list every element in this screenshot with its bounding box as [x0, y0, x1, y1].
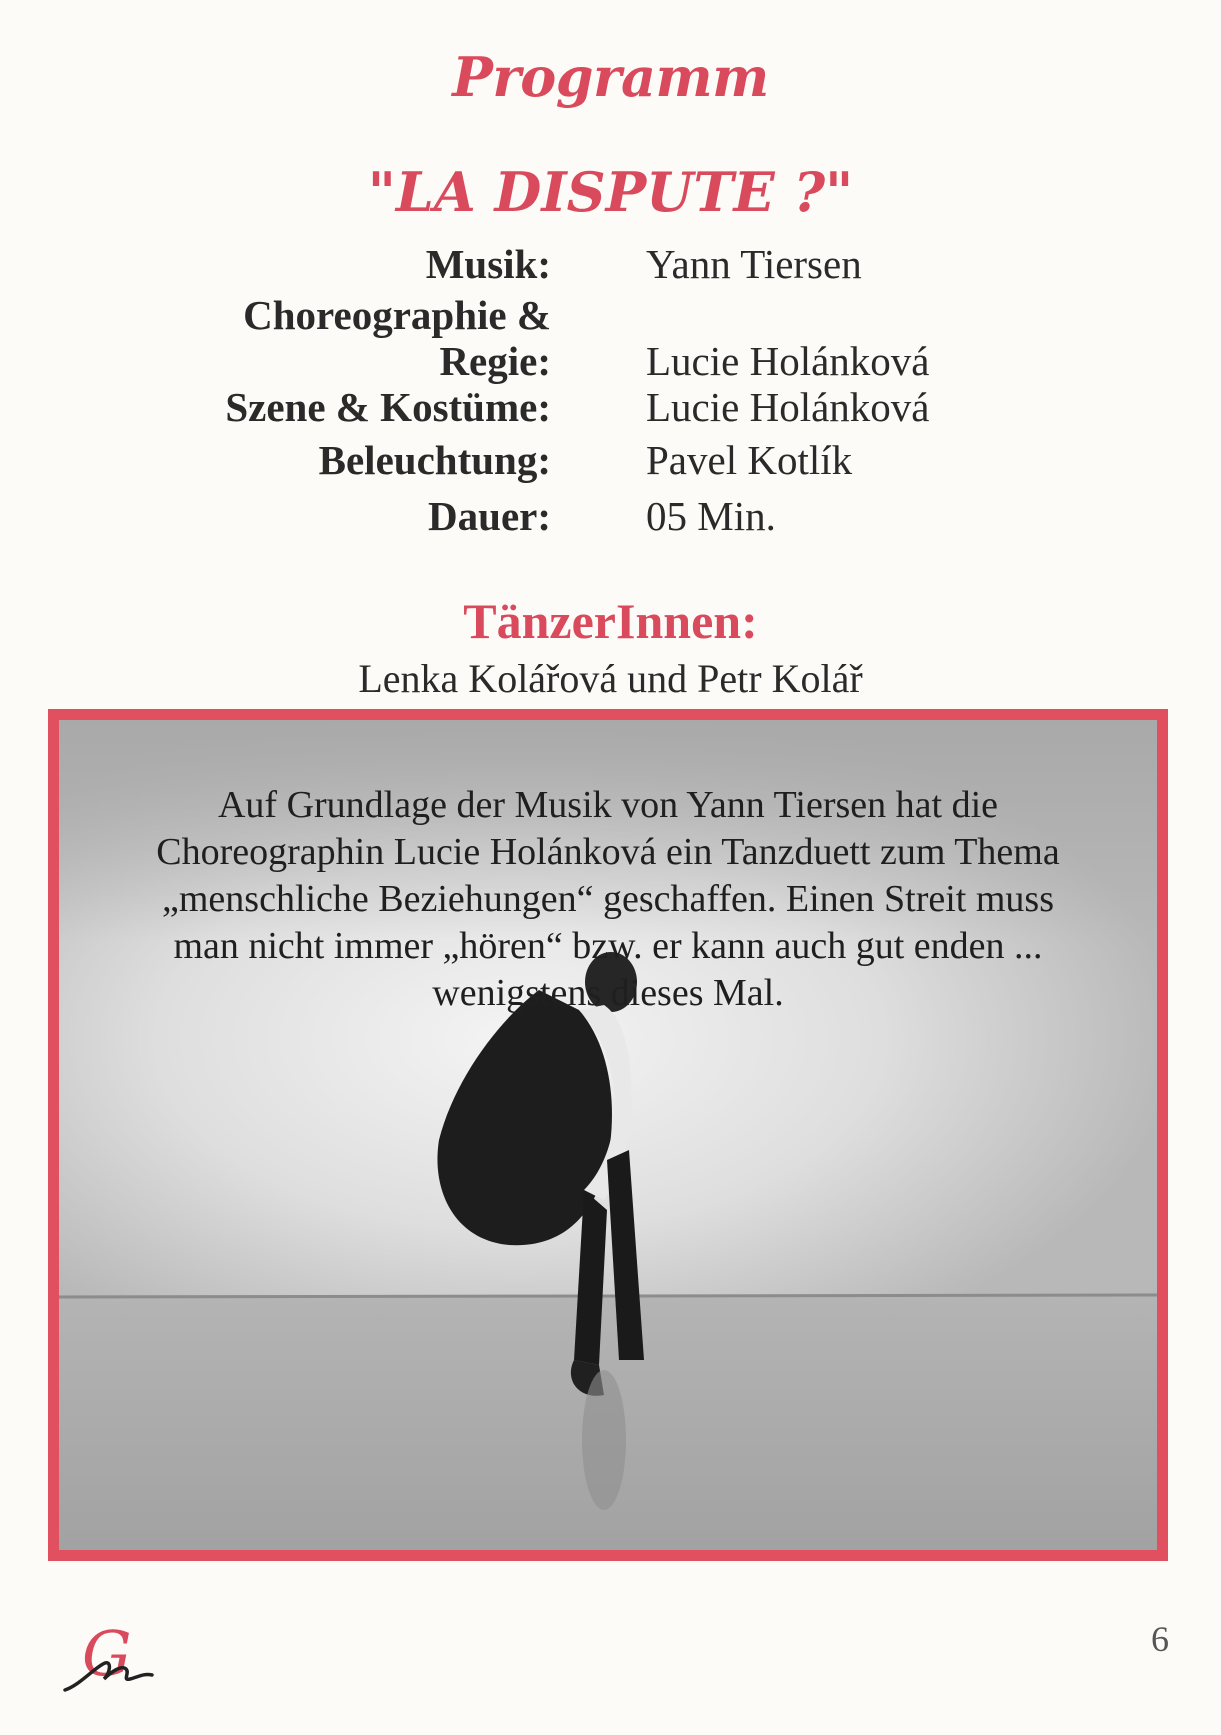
- description-line: wenigstens dieses Mal.: [432, 972, 784, 1014]
- svg-text:G: G: [82, 1617, 132, 1690]
- publisher-logo: [60, 1615, 160, 1700]
- description-line: Choreographin Lucie Holánková ein Tanzduett zum Thema: [156, 831, 1060, 873]
- credit-label: Dauer:: [428, 493, 551, 539]
- photo-frame: [48, 709, 1168, 1561]
- dancers-names: Lenka Kolářová und Petr Kolář: [358, 656, 863, 701]
- credit-value: Lucie Holánková: [646, 338, 930, 384]
- credit-label: Choreographie &: [243, 292, 551, 338]
- credit-value: 05 Min.: [646, 493, 776, 539]
- credit-label: Szene & Kostüme:: [225, 384, 551, 430]
- credit-label: Regie:: [439, 338, 551, 384]
- piece-title: "LA DISPUTE ?": [367, 160, 854, 224]
- description-line: „menschliche Beziehungen“ geschaffen. Einen Streit muss: [162, 878, 1054, 920]
- description-text: [71, 782, 1145, 1017]
- page-heading: Programm: [452, 45, 769, 109]
- description-line: Auf Grundlage der Musik von Yann Tiersen hat die: [217, 784, 998, 826]
- description-line: man nicht immer „hören“ bzw. er kann auch gut enden ...: [173, 925, 1043, 967]
- credit-value: Lucie Holánková: [646, 384, 930, 430]
- credit-value: Pavel Kotlík: [646, 437, 853, 483]
- dancers-heading: TänzerInnen:: [463, 593, 758, 649]
- credit-label: Musik:: [425, 241, 551, 287]
- credit-value: Yann Tiersen: [646, 241, 862, 287]
- credit-label: Beleuchtung:: [318, 437, 551, 483]
- page-number: 6: [1151, 1619, 1169, 1659]
